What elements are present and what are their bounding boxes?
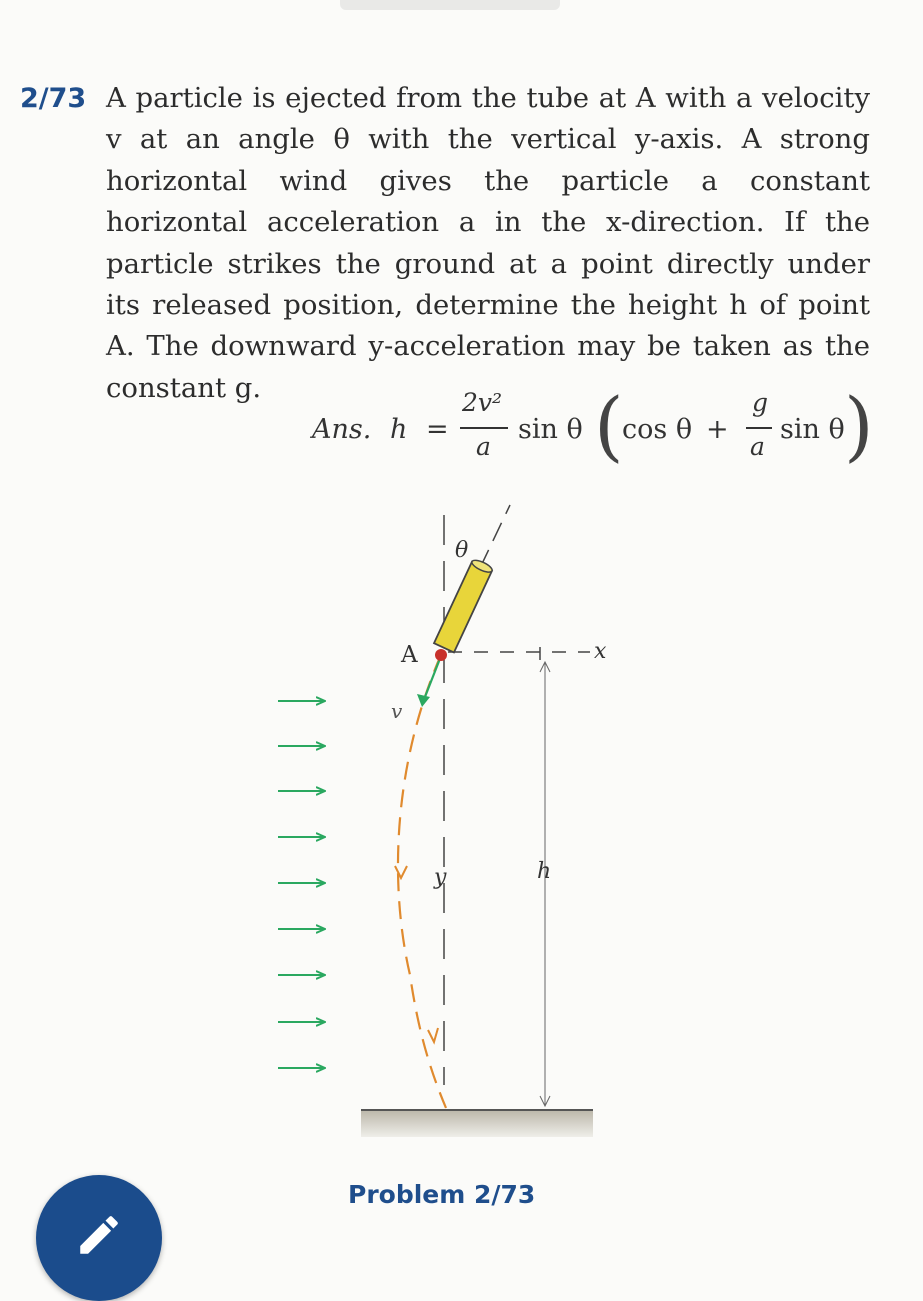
answer-variable: h — [390, 414, 408, 445]
label-theta: θ — [455, 538, 469, 563]
answer-frac1-denominator: a — [476, 432, 491, 461]
answer-cos: cos θ — [622, 414, 693, 445]
tube-axis-line — [480, 505, 510, 568]
label-v: v — [391, 699, 403, 723]
edit-button[interactable] — [36, 1175, 162, 1301]
answer-equals: = — [426, 414, 449, 445]
label-A: A — [401, 642, 418, 668]
tube — [434, 558, 494, 652]
answer-sin1: sin θ — [518, 414, 583, 445]
answer-right-paren: ) — [844, 381, 874, 470]
particle — [435, 649, 447, 661]
answer-left-paren: ( — [594, 381, 624, 470]
velocity-vector — [423, 656, 441, 702]
label-y: y — [434, 865, 447, 890]
wind-arrows — [278, 701, 324, 1068]
answer-sin2: sin θ — [780, 414, 845, 445]
pencil-icon — [74, 1210, 124, 1260]
answer-frac2-denominator: a — [750, 432, 765, 461]
figure-caption: Problem 2/73 — [348, 1180, 536, 1209]
label-x: x — [594, 639, 607, 664]
velocity-arrowhead — [417, 694, 430, 707]
answer-frac2-numerator: g — [752, 388, 769, 417]
answer-plus: + — [706, 414, 729, 445]
problem-number: 2/73 — [20, 83, 87, 114]
answer-prefix: Ans. — [312, 414, 372, 445]
problem-text: A particle is ejected from the tube at A with a velocity v at an angle θ with the vertical y-axis. A strong horizontal wind gives the particle a constant horizontal acceleration a in the x-direction. If the particle strikes the ground at a point directly under its released position, determine the height h of point A. The downward y-acceleration may be taken as the constant g. — [106, 82, 870, 404]
label-h: h — [537, 859, 552, 884]
ground-surface — [361, 1111, 593, 1137]
trajectory-arrow-mid — [395, 866, 407, 878]
answer-frac1-numerator: 2v² — [462, 388, 503, 417]
trajectory-arrow-low — [428, 1028, 438, 1042]
